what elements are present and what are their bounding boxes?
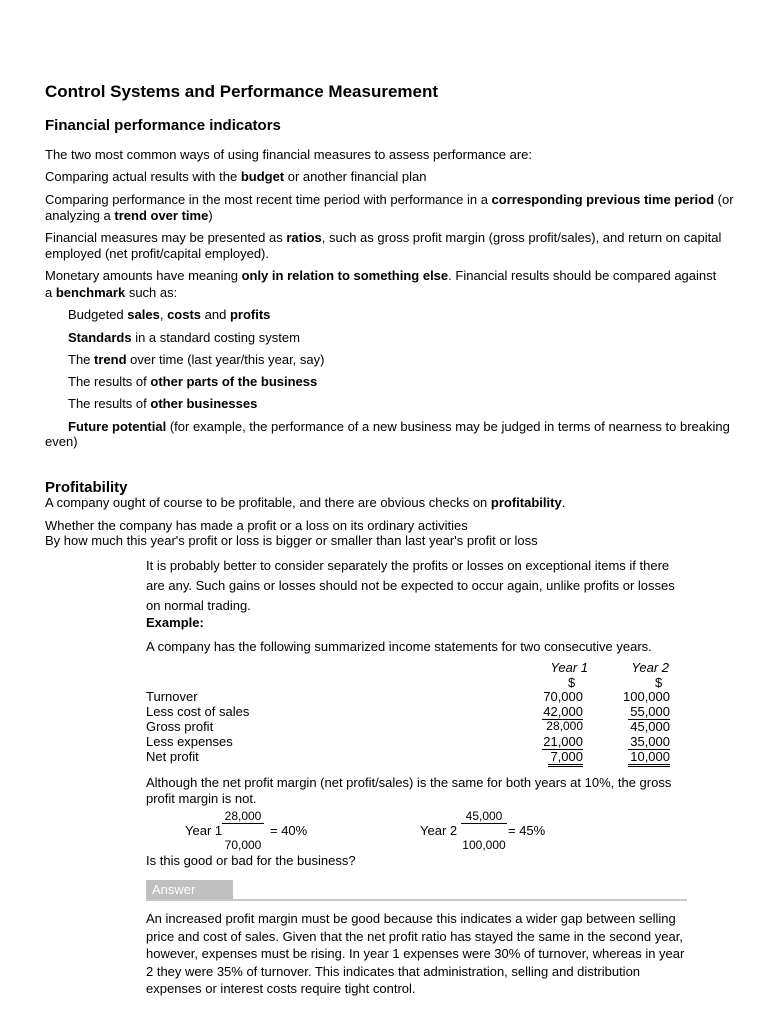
answer-line: however, expenses must be rising. In year 1 expenses were 30% of turnover, whereas in year	[146, 946, 685, 961]
calc-year2-label: Year 2	[420, 823, 458, 838]
page-title: Control Systems and Performance Measurement	[45, 82, 439, 101]
line-previous-period: Comparing performance in the most recent time period with performance in a corresponding previous time period (or	[45, 192, 734, 207]
answer-line: 2 they were 35% of turnover. This indicates that administration, selling and distribution	[146, 963, 641, 979]
benchmark-item-other-parts: The results of other parts of the business	[68, 374, 318, 389]
expenses-year2: 35,000	[628, 734, 670, 750]
monetary-text-cont: a benchmark such as:	[45, 285, 178, 300]
benchmark-item-future-potential: Future potential (for example, the performance of a new business may be judged in terms of nearness to breaking	[68, 419, 730, 434]
answer-line: price and cost of sales. Given that the net profit ratio has stayed the same in the second year,	[146, 928, 683, 944]
gross-profit-year1: 28,000	[546, 719, 583, 733]
calc-year2-numerator: 45,000	[461, 809, 507, 824]
calc-year1-numerator: 28,000	[222, 809, 264, 824]
section-heading-financial: Financial performance indicators	[45, 117, 281, 134]
profitability-intro: A company ought of course to be profitable, and there are obvious checks on profitability.	[45, 495, 566, 510]
profitability-check-2: By how much this year's profit or loss is bigger or smaller than last year's profit or loss	[45, 533, 538, 548]
example-label: Example:	[146, 615, 204, 630]
net-profit-year1: 7,000	[548, 749, 583, 767]
ratios-text-cont: employed (net profit/capital employed).	[45, 246, 270, 261]
benchmark-item-future-potential-cont: even)	[45, 434, 78, 449]
net-profit-year2: 10,000	[628, 749, 670, 767]
cost-of-sales-year2: 55,000	[628, 704, 670, 720]
answer-divider	[146, 899, 687, 901]
answer-tab[interactable]: Answer	[146, 880, 233, 900]
answer-text	[146, 910, 684, 998]
note-line: It is probably better to consider separately the profits or losses on exceptional items if there	[146, 558, 670, 573]
exceptional-items-note	[146, 556, 675, 616]
margin-text-cont: profit margin is not.	[146, 791, 257, 806]
benchmark-item-trend: The trend over time (last year/this year, say)	[68, 352, 325, 367]
turnover-year1: 70,000	[543, 689, 583, 704]
expenses-year1: 21,000	[543, 734, 583, 749]
note-line: are any. Such gains or losses should not be expected to occur again, unlike profits or losses	[146, 578, 675, 593]
gross-profit-year2: 45,000	[630, 719, 670, 734]
currency-year1: $	[568, 675, 576, 690]
question-text: Is this good or bad for the business?	[146, 853, 356, 868]
calc-year2-result: = 45%	[508, 823, 546, 838]
table-row-label: Gross profit	[146, 719, 214, 734]
profitability-check-1: Whether the company has made a profit or a loss on its ordinary activities	[45, 518, 468, 533]
section-heading-profitability: Profitability	[45, 479, 128, 496]
calc-year1-label: Year 1	[185, 823, 223, 838]
line-budget: Comparing actual results with the budget or another financial plan	[45, 169, 427, 184]
table-row-label: Less cost of sales	[146, 704, 250, 719]
table-row-label: Less expenses	[146, 734, 233, 749]
table-row-label: Net profit	[146, 749, 199, 764]
table-row-label: Turnover	[146, 689, 198, 704]
column-header-year2: Year 2	[631, 660, 669, 675]
margin-text: Although the net profit margin (net profit/sales) is the same for both years at 10%, the gross	[146, 775, 672, 790]
benchmark-item-budgeted: Budgeted sales, costs and profits	[68, 307, 271, 322]
intro-text: The two most common ways of using financial measures to assess performance are:	[45, 147, 532, 162]
benchmark-item-standards: Standards in a standard costing system	[68, 330, 300, 345]
answer-line: An increased profit margin must be good because this indicates a wider gap between selling	[146, 911, 676, 926]
benchmark-item-other-businesses: The results of other businesses	[68, 396, 258, 411]
column-header-year1: Year 1	[550, 660, 588, 675]
calc-year1-result: = 40%	[270, 823, 308, 838]
line-previous-period-cont: analyzing a trend over time)	[45, 208, 213, 223]
note-line: on normal trading.	[146, 598, 251, 613]
example-intro: A company has the following summarized income statements for two consecutive years.	[146, 639, 652, 654]
ratios-text: Financial measures may be presented as ratios, such as gross profit margin (gross profit/sales), and return on capital	[45, 230, 722, 245]
cost-of-sales-year1: 42,000	[543, 704, 583, 719]
turnover-year2: 100,000	[623, 689, 670, 704]
calc-year1-denominator: 70,000	[224, 838, 262, 852]
monetary-text: Monetary amounts have meaning only in relation to something else. Financial results should be compared against	[45, 268, 717, 283]
answer-line: expenses or interest costs require tight control.	[146, 981, 416, 996]
calc-year2-denominator: 100,000	[462, 838, 506, 852]
currency-year2: $	[655, 675, 663, 690]
